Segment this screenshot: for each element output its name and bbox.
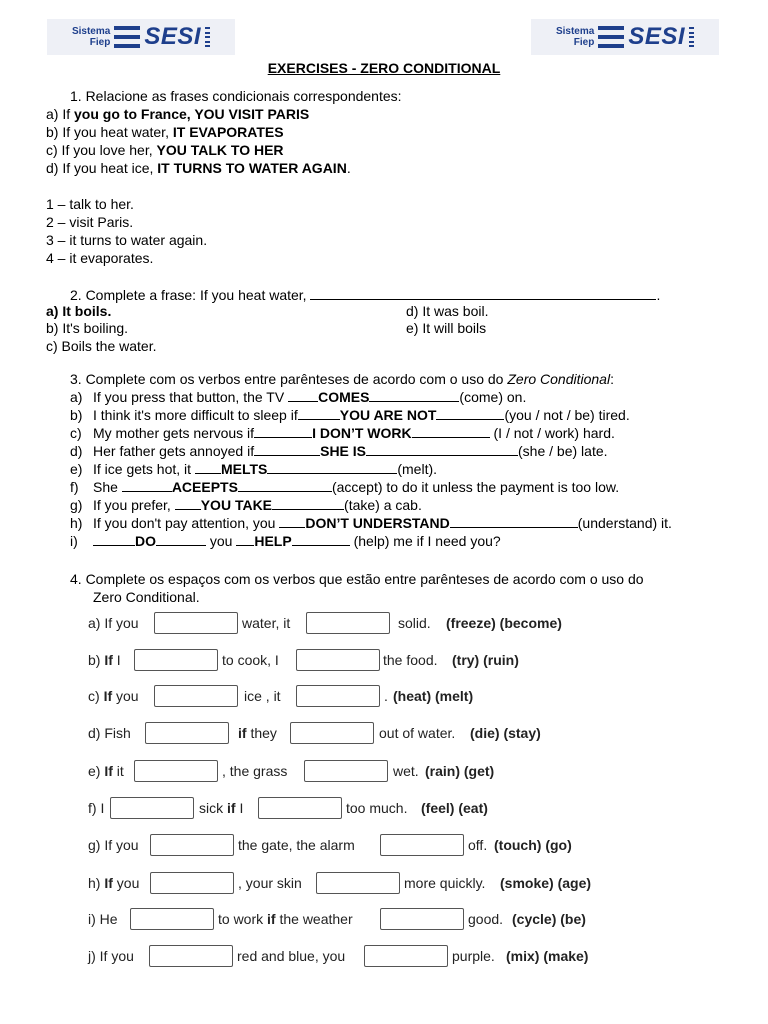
logo-word: SESI [628,23,686,50]
ex4-e-blank2[interactable] [304,760,388,782]
ex3-a: If you press that button, the TV COMES (come) on. [93,389,527,405]
ex1-n4: 4 – it evaporates. [46,250,154,266]
ex4-g-blank2[interactable] [380,834,464,856]
ex1-n2: 2 – visit Paris. [46,214,134,230]
ex4-b-blank1[interactable] [134,649,218,671]
ex4-h-part1: h) If you [88,875,140,891]
ex4-i-blank2[interactable] [380,908,464,930]
ex4-c-part2: ice , it [244,688,281,704]
ex4-a-blank2[interactable] [306,612,390,634]
logo-mark-icon [598,26,624,48]
ex4-f-verbs: (feel) (eat) [421,800,488,816]
ex2-option-d: d) It was boil. [406,303,489,319]
ex4-j-part1: j) If you [88,948,134,964]
ex4-f-blank1[interactable] [110,797,194,819]
ex4-f-blank2[interactable] [258,797,342,819]
ex4-f-part2: sick if I [199,800,244,816]
ex4-d-part1: d) Fish [88,725,131,741]
ex3-i: DO you HELP (help) me if I need you? [93,532,501,550]
ex4-h-verbs: (smoke) (age) [500,875,592,891]
ex4-j-part2: red and blue, you [237,948,346,964]
ex4-b-blank2[interactable] [296,649,380,671]
ex4-a-part3: solid. [398,615,431,631]
ex3-h-label: h) [70,515,83,531]
logo-sistema-fiep: Sistema Fiep [71,26,111,48]
ex2-option-a: a) It boils. [46,303,112,319]
ex3-e-label: e) [70,461,83,477]
ex2-option-c: c) Boils the water. [46,338,157,354]
ex4-f-part3: too much. [346,800,408,816]
logo-lines-icon [205,27,210,47]
ex4-j-part3: purple. [452,948,495,964]
ex3-h: If you don't pay attention, you DON’T UNDERSTAND (understand) it. [93,515,672,531]
ex4-e-part1: e) If it [88,763,124,779]
ex4-a-part1: a) If you [88,615,139,631]
sesi-logo-right [531,19,719,55]
ex4-j-blank1[interactable] [149,945,233,967]
ex4-e-part2: , the grass [222,763,288,779]
ex4-i-part1: i) He [88,911,118,927]
ex4-h-part2: , your skin [238,875,302,891]
ex4-e-part3: wet. [393,763,419,779]
ex4-d-blank1[interactable] [145,722,229,744]
ex4-h-blank2[interactable] [316,872,400,894]
ex4-heading-line2: Zero Conditional. [93,589,200,605]
ex4-g-part1: g) If you [88,837,139,853]
ex3-c: My mother gets nervous if I DON’T WORK (I / not / work) hard. [93,425,615,441]
ex2-option-b: b) It's boiling. [46,320,129,336]
logo-word: SESI [144,23,202,50]
ex4-a-verbs: (freeze) (become) [446,615,562,631]
ex4-j-blank2[interactable] [364,945,448,967]
ex4-c-part1: c) If you [88,688,139,704]
ex3-d: Her father gets annoyed if SHE IS (she / be) late. [93,443,608,459]
ex4-heading-line1: 4. Complete os espaços com os verbos que estão entre parênteses de acordo com o uso do [70,571,644,587]
ex3-d-label: d) [70,443,83,459]
ex3-c-label: c) [70,425,82,441]
ex4-g-blank1[interactable] [150,834,234,856]
ex1-n1: 1 – talk to her. [46,196,134,212]
ex4-c-blank2[interactable] [296,685,380,707]
ex1-n3: 3 – it turns to water again. [46,232,208,248]
logo-sistema-fiep: Sistema Fiep [555,26,595,48]
ex4-b-part3: the food. [383,652,438,668]
ex4-h-part3: more quickly. [404,875,486,891]
ex1-heading: 1. Relacione as frases condicionais correspondentes: [70,88,402,104]
ex3-f: She ACEEPTS (accept) to do it unless the payment is too low. [93,479,620,495]
ex4-e-blank1[interactable] [134,760,218,782]
ex3-g-label: g) [70,497,83,513]
ex3-e: If ice gets hot, it MELTS (melt). [93,461,438,477]
ex4-b-verbs: (try) (ruin) [452,652,519,668]
ex4-b-part2: to cook, I [222,652,279,668]
ex1-b: b) If you heat water, IT EVAPORATES [46,124,284,140]
ex4-g-verbs: (touch) (go) [494,837,572,853]
ex4-e-verbs: (rain) (get) [425,763,495,779]
ex4-d-part3: out of water. [379,725,456,741]
ex4-h-blank1[interactable] [150,872,234,894]
sesi-logo-left [47,19,235,55]
ex3-b: I think it's more difficult to sleep if YOU ARE NOT (you / not / be) tired. [93,407,630,423]
ex4-g-part2: the gate, the alarm [238,837,355,853]
ex4-i-part3: good. [468,911,504,927]
ex3-b-label: b) [70,407,83,423]
ex1-c: c) If you love her, YOU TALK TO HER [46,142,284,158]
ex4-c-blank1[interactable] [154,685,238,707]
ex4-a-blank1[interactable] [154,612,238,634]
ex4-i-blank1[interactable] [130,908,214,930]
ex4-d-blank2[interactable] [290,722,374,744]
ex4-c-verbs: (heat) (melt) [393,688,474,704]
ex3-heading: 3. Complete com os verbos entre parênteses de acordo com o uso do Zero Conditional: [70,371,614,387]
ex4-c-part3: . [384,688,388,704]
ex2-option-e: e) It will boils [406,320,487,336]
ex2-heading: 2. Complete a frase: If you heat water, . [70,287,661,303]
ex4-i-part2: to work if the weather [218,911,353,927]
ex4-i-verbs: (cycle) (be) [512,911,586,927]
ex3-g: If you prefer, YOU TAKE (take) a cab. [93,497,422,513]
ex4-f-part1: f) I [88,800,105,816]
ex1-d: d) If you heat ice, IT TURNS TO WATER AGAIN. [46,160,351,176]
ex4-a-part2: water, it [242,615,291,631]
ex4-j-verbs: (mix) (make) [506,948,589,964]
page-title: EXERCISES - ZERO CONDITIONAL [267,60,501,76]
ex4-g-part3: off. [468,837,488,853]
ex4-d-verbs: (die) (stay) [470,725,541,741]
ex1-a: a) If you go to France, YOU VISIT PARIS [46,106,310,122]
ex4-b-part1: b) If I [88,652,121,668]
logo-mark-icon [114,26,140,48]
ex3-i-label: i) [70,533,78,549]
ex3-f-label: f) [70,479,79,495]
logo-lines-icon [689,27,694,47]
ex3-a-label: a) [70,389,83,405]
ex4-d-part2: if they [238,725,277,741]
